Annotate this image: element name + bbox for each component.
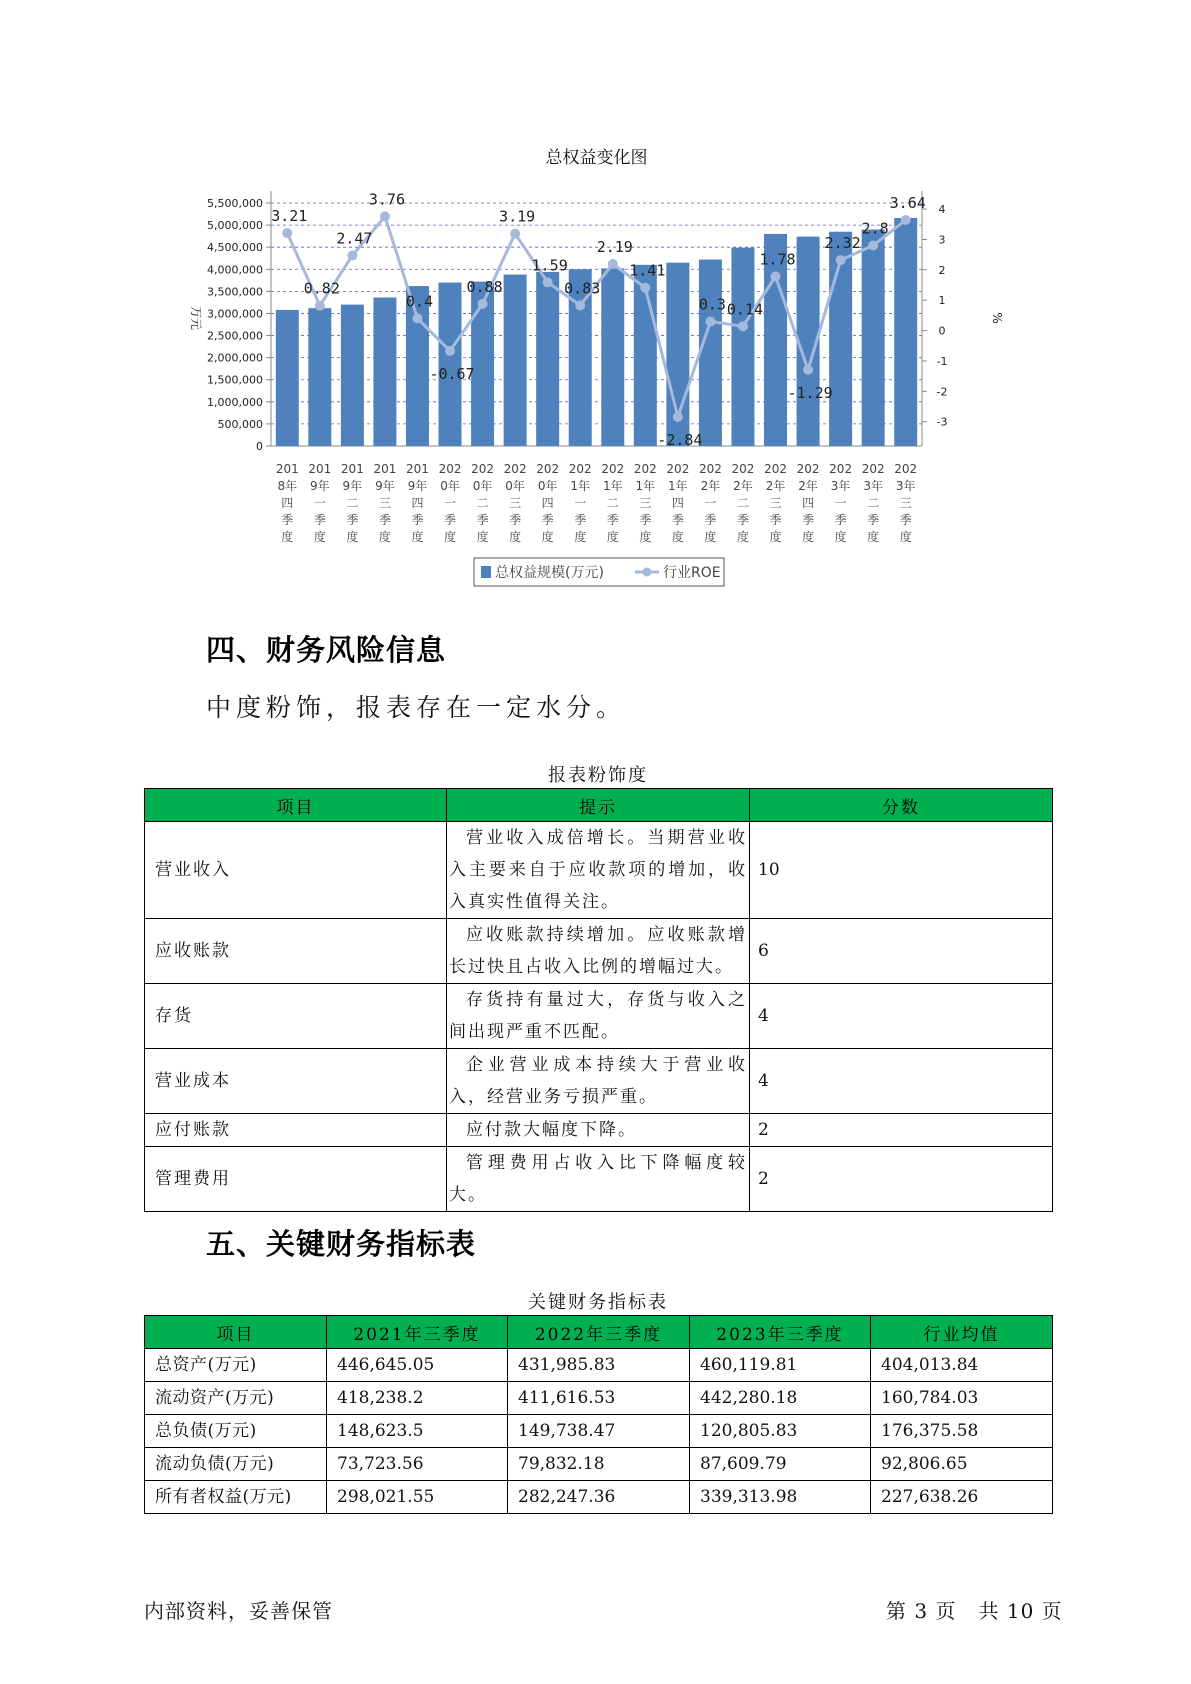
roe-point	[901, 215, 911, 225]
header-2021q3: 2021年三季度	[327, 1316, 508, 1349]
row-hint: 企业营业成本持续大于营业收入，经营业务亏损严重。	[447, 1049, 750, 1114]
roe-point	[575, 300, 585, 310]
row-score: 4	[750, 984, 1053, 1049]
row-score: 2	[750, 1114, 1053, 1147]
row-item: 总资产(万元)	[145, 1349, 327, 1382]
x-category-label: 202 2年一季度	[698, 462, 722, 544]
equity-bar	[862, 230, 885, 446]
cell-value: 339,313.98	[690, 1481, 871, 1514]
row-item: 营业收入	[145, 822, 447, 919]
cell-value: 160,784.03	[871, 1382, 1053, 1415]
cell-value: 446,645.05	[327, 1349, 508, 1382]
row-score: 6	[750, 919, 1053, 984]
roe-point	[803, 365, 813, 375]
equity-bar	[373, 298, 396, 446]
roe-data-label: 2.32	[824, 234, 861, 253]
y2-tick-label: 3	[938, 233, 946, 247]
table-row	[145, 919, 1053, 984]
x-category-label: 202 1年三季度	[633, 462, 657, 544]
header-score: 分数	[750, 789, 1053, 822]
roe-point	[510, 229, 520, 239]
equity-bar	[276, 310, 299, 446]
equity-bar	[341, 305, 364, 446]
roe-point	[445, 346, 455, 356]
x-category-label: 201 8年四季度	[275, 462, 299, 544]
x-category-label: 202 0年一季度	[438, 462, 462, 544]
cell-value: 431,985.83	[508, 1349, 690, 1382]
legend-bar-label: 总权益规模(万元)	[495, 565, 604, 581]
row-item: 所有者权益(万元)	[145, 1481, 327, 1514]
legend-line-marker	[643, 568, 652, 577]
row-score: 2	[750, 1147, 1053, 1212]
y-tick-label: 0	[256, 440, 263, 453]
roe-point	[771, 272, 781, 282]
header-item: 项目	[145, 1316, 327, 1349]
legend-bar-swatch	[481, 566, 491, 578]
risk-summary-text: 中度粉饰，报表存在一定水分。	[206, 693, 627, 722]
roe-data-label: 3.64	[889, 194, 926, 213]
table-row	[145, 1049, 1053, 1114]
table-row	[145, 822, 1053, 919]
table-row	[145, 984, 1053, 1049]
roe-data-label: 2.8	[861, 219, 889, 238]
cell-value: 92,806.65	[871, 1448, 1053, 1481]
table-row	[145, 1114, 1053, 1147]
x-category-label: 202 0年二季度	[471, 462, 495, 544]
row-item: 流动负债(万元)	[145, 1448, 327, 1481]
cell-value: 460,119.81	[690, 1349, 871, 1382]
table-row	[145, 1147, 1053, 1212]
roe-data-label: 0.3	[698, 295, 726, 314]
roe-data-label: 0.14	[726, 300, 764, 319]
roe-data-label: 2.47	[336, 229, 373, 248]
header-item: 项目	[145, 789, 447, 822]
y-tick-label: 4,000,000	[207, 263, 263, 277]
y-tick-label: 5,000,000	[207, 219, 263, 233]
y-tick-label: 3,000,000	[207, 307, 263, 321]
table-row	[145, 1415, 1053, 1448]
legend-line-label: 行业ROE	[663, 565, 721, 581]
y2-tick-label: 0	[938, 324, 946, 338]
y-axis-unit-label: 万元	[189, 305, 203, 331]
y-tick-label: 1,000,000	[207, 395, 263, 409]
row-hint: 营业收入成倍增长。当期营业收入主要来自于应收款项的增加，收入真实性值得关注。	[447, 822, 750, 919]
roe-data-label: 3.76	[368, 190, 405, 209]
x-category-label: 202 2年四季度	[796, 462, 820, 544]
equity-chart	[0, 0, 1191, 600]
cell-value: 404,013.84	[871, 1349, 1053, 1382]
roe-data-label: 0.83	[564, 279, 601, 298]
equity-bar	[699, 260, 722, 446]
equity-bar	[536, 272, 559, 446]
roe-point	[705, 316, 715, 326]
footer-confidential: 内部资料，妥善保管	[144, 1599, 333, 1623]
roe-point	[282, 228, 292, 238]
roe-point	[380, 211, 390, 221]
y2-tick-label: 1	[938, 294, 946, 308]
x-category-label: 202 0年三季度	[503, 462, 527, 544]
roe-data-label: 0.88	[466, 277, 503, 296]
risk-table-header	[145, 789, 1053, 822]
table-row	[145, 1382, 1053, 1415]
roe-data-label: 3.19	[499, 207, 536, 226]
table-row	[145, 1349, 1053, 1382]
roe-data-label: 0.82	[303, 279, 340, 298]
roe-data-label: 3.21	[271, 207, 308, 226]
cell-value: 149,738.47	[508, 1415, 690, 1448]
x-category-label: 201 9年三季度	[373, 462, 397, 544]
cell-value: 73,723.56	[327, 1448, 508, 1481]
x-category-label: 202 3年二季度	[861, 462, 885, 544]
kpi-table	[144, 1315, 1053, 1514]
kpi-table-caption: 关键财务指标表	[528, 1292, 668, 1313]
equity-bar	[601, 268, 624, 446]
header-2023q3: 2023年三季度	[690, 1316, 871, 1349]
cell-value: 87,609.79	[690, 1448, 871, 1481]
y-tick-label: 4,500,000	[207, 241, 263, 255]
equity-bar	[308, 308, 331, 446]
risk-table-caption: 报表粉饰度	[548, 765, 648, 786]
y-tick-label: 5,500,000	[207, 197, 263, 210]
row-item: 管理费用	[145, 1147, 447, 1212]
section5-heading: 五、关键财务指标表	[206, 1227, 477, 1261]
roe-point	[836, 255, 846, 265]
roe-point	[640, 283, 650, 293]
footer-page-number: 第 3 页 共 10 页	[886, 1599, 1063, 1623]
x-category-label: 201 9年一季度	[308, 462, 332, 544]
y-tick-label: 1,500,000	[207, 373, 263, 387]
cell-value: 298,021.55	[327, 1481, 508, 1514]
cell-value: 227,638.26	[871, 1481, 1053, 1514]
equity-bar	[894, 218, 917, 446]
kpi-table-header	[145, 1316, 1053, 1349]
x-category-label: 202 2年二季度	[731, 462, 755, 544]
roe-point	[673, 412, 683, 422]
section4-heading: 四、财务风险信息	[206, 633, 447, 667]
y2-tick-label: -3	[936, 415, 948, 429]
equity-chart-svg	[0, 0, 1191, 600]
y-tick-label: 500,000	[217, 417, 263, 431]
cell-value: 282,247.36	[508, 1481, 690, 1514]
y-tick-label: 2,500,000	[207, 329, 263, 343]
header-hint: 提示	[447, 789, 750, 822]
roe-point	[608, 259, 618, 269]
roe-data-label: -0.67	[429, 364, 475, 383]
roe-point	[315, 301, 325, 311]
risk-table	[144, 788, 1053, 1212]
roe-point	[412, 313, 422, 323]
x-category-label: 202 2年三季度	[764, 462, 787, 544]
y2-tick-label: -2	[936, 385, 948, 399]
row-item: 应付账款	[145, 1114, 447, 1147]
equity-bar	[504, 275, 527, 446]
y2-tick-label: 4	[938, 203, 946, 217]
roe-data-label: 0.4	[405, 292, 434, 311]
cell-value: 176,375.58	[871, 1415, 1053, 1448]
cell-value: 418,238.2	[327, 1382, 508, 1415]
roe-point	[543, 277, 553, 287]
cell-value: 442,280.18	[690, 1382, 871, 1415]
row-item: 流动资产(万元)	[145, 1382, 327, 1415]
y2-axis-unit-label: %	[990, 312, 1004, 324]
header-industry-avg: 行业均值	[871, 1316, 1053, 1349]
roe-point	[738, 321, 748, 331]
roe-point	[868, 241, 878, 251]
y2-tick-label: -1	[936, 354, 948, 368]
x-category-label: 202 1年二季度	[601, 462, 625, 544]
x-category-label: 202 3年一季度	[829, 462, 853, 544]
x-category-label: 201 9年四季度	[406, 462, 429, 544]
x-category-label: 202 0年四季度	[536, 462, 560, 544]
cell-value: 79,832.18	[508, 1448, 690, 1481]
roe-data-label: -1.29	[787, 383, 833, 402]
roe-data-label: 2.19	[596, 238, 633, 257]
y-tick-label: 2,000,000	[207, 351, 263, 365]
row-hint: 管理费用占收入比下降幅度较大。	[447, 1147, 750, 1212]
y2-tick-label: 2	[938, 263, 946, 277]
row-item: 营业成本	[145, 1049, 447, 1114]
x-category-label: 202 3年三季度	[894, 462, 918, 544]
roe-data-label: -2.84	[657, 430, 703, 449]
y-tick-label: 3,500,000	[207, 285, 263, 299]
row-score: 10	[750, 822, 1053, 919]
table-row	[145, 1448, 1053, 1481]
roe-point	[347, 251, 357, 261]
roe-point	[478, 299, 488, 309]
row-item: 存货	[145, 984, 447, 1049]
row-hint: 存货持有量过大，存货与收入之间出现严重不匹配。	[447, 984, 750, 1049]
row-item: 总负债(万元)	[145, 1415, 327, 1448]
header-2022q3: 2022年三季度	[508, 1316, 690, 1349]
x-category-label: 202 1年一季度	[568, 462, 592, 544]
roe-data-label: 1.59	[531, 256, 568, 275]
row-score: 4	[750, 1049, 1053, 1114]
cell-value: 148,623.5	[327, 1415, 508, 1448]
table-row	[145, 1481, 1053, 1514]
equity-bar	[731, 248, 754, 446]
x-category-label: 201 9年二季度	[340, 462, 364, 544]
roe-data-label: 1.78	[759, 250, 796, 269]
row-item: 应收账款	[145, 919, 447, 984]
x-category-label: 202 1年四季度	[666, 462, 690, 544]
row-hint: 应付款大幅度下降。	[447, 1114, 750, 1147]
chart-title: 总权益变化图	[545, 148, 648, 168]
cell-value: 411,616.53	[508, 1382, 690, 1415]
row-hint: 应收账款持续增加。应收账款增长过快且占收入比例的增幅过大。	[447, 919, 750, 984]
cell-value: 120,805.83	[690, 1415, 871, 1448]
roe-data-label: 1.41	[629, 261, 666, 280]
